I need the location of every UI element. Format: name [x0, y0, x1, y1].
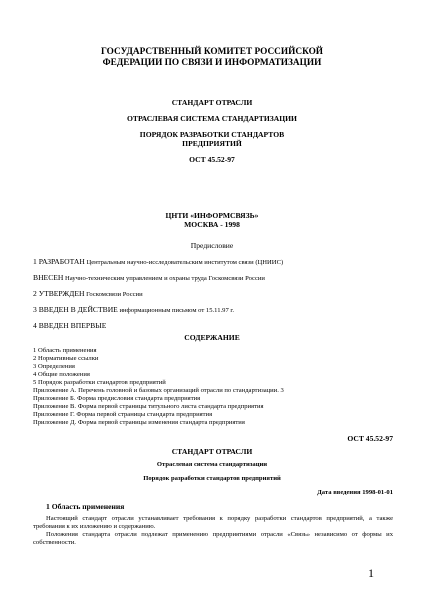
contents-item[interactable]: Приложение Д. Форма первой страницы изменения стандарта предприятия: [33, 419, 245, 426]
foreword-item-label: 3 ВВЕДЕН В ДЕЙСТВИЕ: [33, 305, 118, 314]
standard-kind: СТАНДАРТ ОТРАСЛИ: [171, 98, 253, 107]
foreword-item-label: 1 РАЗРАБОТАН: [33, 257, 85, 266]
contents-item[interactable]: Приложение В. Форма первой страницы титульного листа стандарта предприятия: [33, 403, 264, 410]
standard-code-right: ОСТ 45.52-97: [347, 434, 393, 443]
contents-heading: СОДЕРЖАНИЕ: [184, 333, 240, 342]
contents-item[interactable]: 1 Область применения: [33, 347, 97, 354]
foreword-item-text: Госкомсвязи России: [84, 291, 143, 298]
foreword-item-label: 4 ВВЕДЕН ВПЕРВЫЕ: [33, 321, 107, 330]
standardization-system: ОТРАСЛЕВАЯ СИСТЕМА СТАНДАРТИЗАЦИИ: [127, 114, 297, 123]
publisher-name: ЦНТИ «ИНФОРМСВЯЗЬ»: [165, 211, 259, 220]
foreword-item-text: Центральным научно-исследовательским институтом связи (ЦНИИС): [84, 259, 284, 266]
foreword-item: [33, 289, 143, 299]
contents-item[interactable]: Приложение Г. Форма первой страницы стандарта предприятия: [33, 411, 213, 418]
contents-item[interactable]: Приложение Б. Форма предисловия стандарта предприятия: [33, 395, 201, 402]
committee-line-2: ФЕДЕРАЦИИ ПО СВЯЗИ И ИНФОРМАТИЗАЦИИ: [102, 58, 322, 68]
paragraph-2: Положения стандарта отрасли подлежат применению предприятиями отрасли «Связь» независимо от формы их собственности.: [33, 531, 393, 546]
body-standard-kind: СТАНДАРТ ОТРАСЛИ: [171, 447, 253, 456]
body-system: Отраслевая система стандартизации: [156, 461, 268, 468]
foreword-item-text: Научно-техническим управлением и охраны труда Госкомсвязи России: [63, 275, 265, 282]
contents-item[interactable]: 2 Нормативные ссылки: [33, 355, 99, 362]
paragraph-1: Настоящий стандарт отрасли устанавливает требования к порядку разработки стандартов предприятий, а также требования к их изложению и содержанию.: [33, 515, 393, 530]
foreword-item-label: ВНЕСЕН: [33, 273, 64, 282]
contents-item[interactable]: 5 Порядок разработки стандартов предприятий: [33, 379, 166, 386]
section-1-heading: 1 Область применения: [46, 502, 125, 511]
contents-item[interactable]: 4 Общие положения: [33, 371, 90, 378]
title-line-2: ПРЕДПРИЯТИЙ: [182, 139, 242, 148]
publisher-city-year: МОСКВА - 1998: [184, 220, 240, 229]
contents-item[interactable]: Приложение А. Перечень головной и базовых организаций отрасли по стандартизации. 3: [33, 387, 284, 394]
introduction-date: Дата введения 1998-01-01: [317, 489, 393, 496]
foreword-item: [33, 305, 234, 315]
foreword-item: [33, 321, 106, 331]
foreword-item: [33, 273, 265, 283]
contents-item[interactable]: 3 Определения: [33, 363, 75, 370]
committee-line-1: ГОСУДАРСТВЕННЫЙ КОМИТЕТ РОССИЙСКОЙ: [100, 47, 324, 57]
foreword-item-text: информационным письмом от 15.11.97 г.: [117, 307, 235, 314]
body-title: Порядок разработки стандартов предприятий: [143, 475, 281, 482]
foreword-heading: Предисловие: [190, 241, 234, 250]
page-number: 1: [368, 566, 374, 580]
foreword-item-label: 2 УТВЕРЖДЕН: [33, 289, 85, 298]
foreword-item: [33, 257, 283, 267]
title-line-1: ПОРЯДОК РАЗРАБОТКИ СТАНДАРТОВ: [139, 130, 285, 139]
standard-code: ОСТ 45.52-97: [189, 155, 235, 164]
